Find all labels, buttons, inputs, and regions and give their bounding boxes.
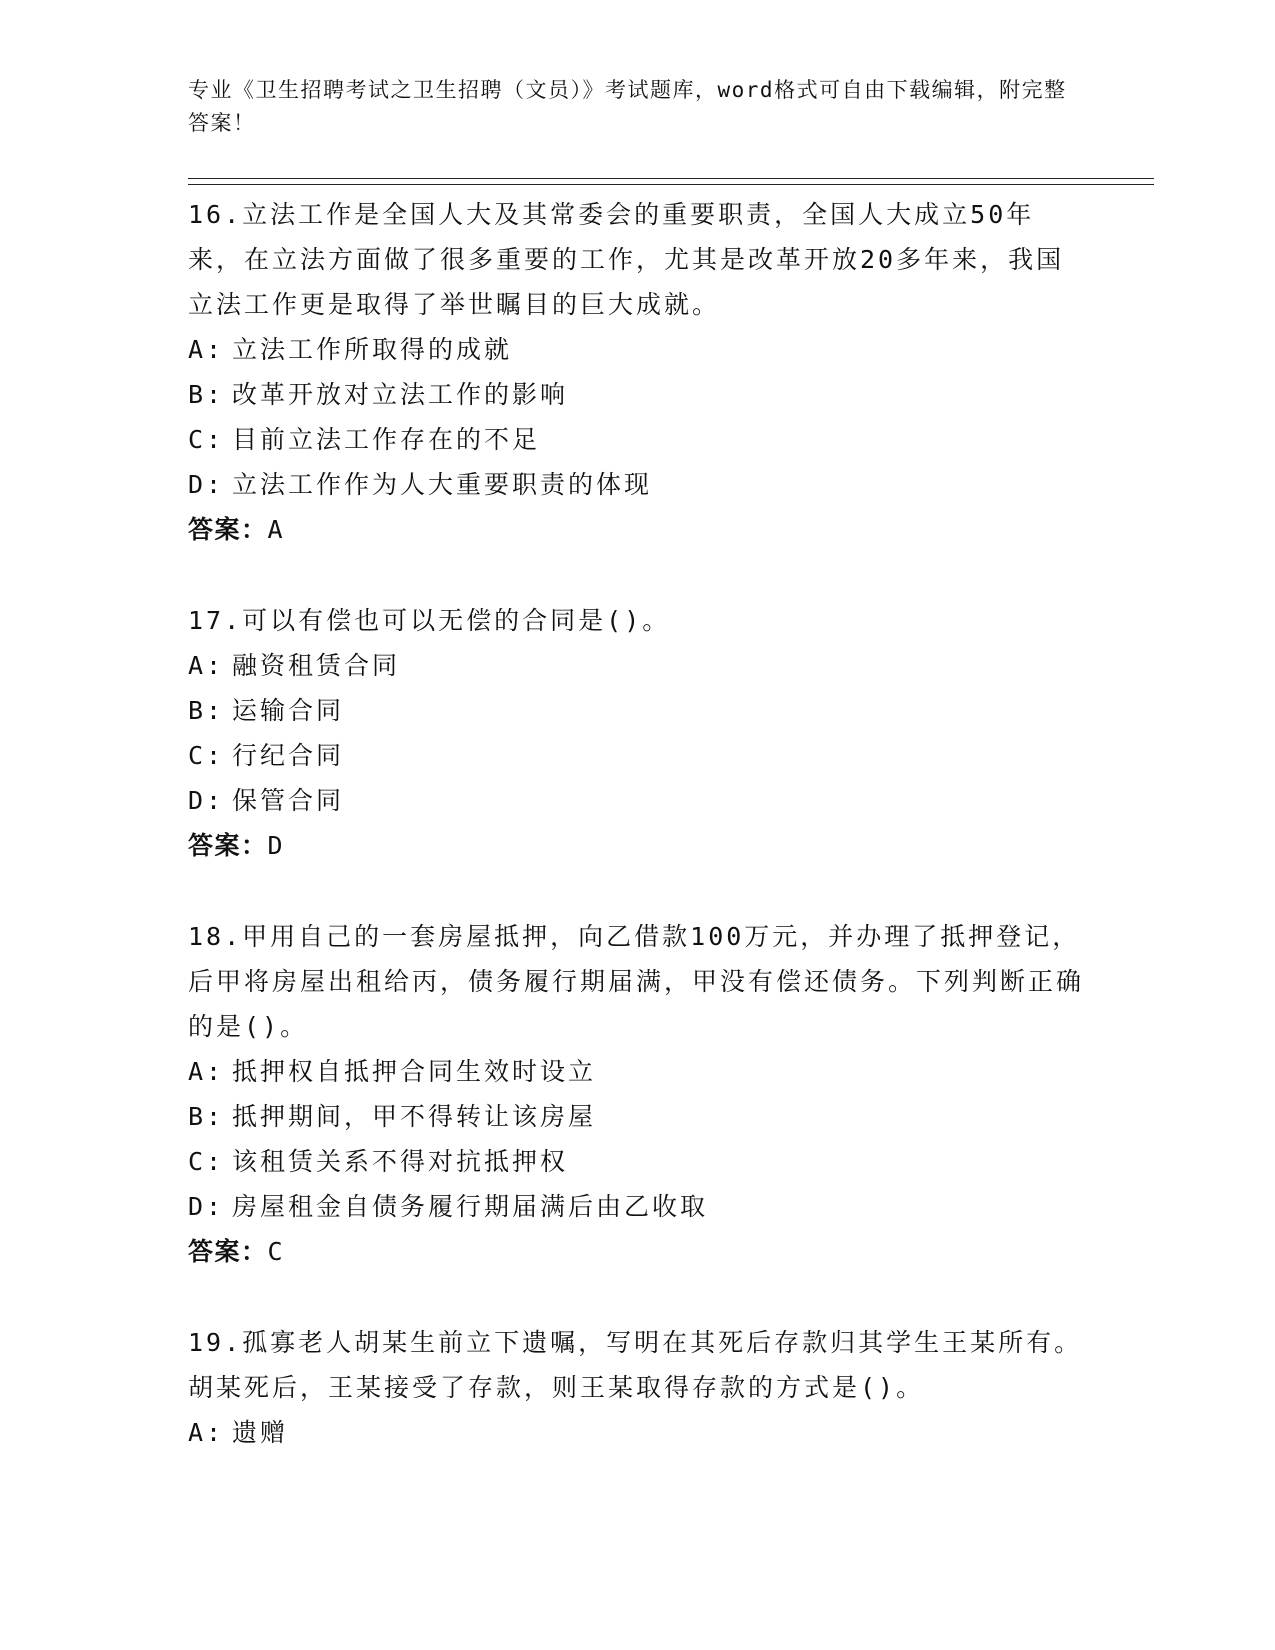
- option-key: A:: [188, 651, 225, 680]
- option-key: A:: [188, 1418, 225, 1447]
- option-key: D:: [188, 1192, 225, 1221]
- answer-value: A: [267, 515, 285, 544]
- option-a: [188, 1049, 1088, 1094]
- question-19: [188, 1320, 1088, 1455]
- option-d: [188, 778, 1088, 823]
- option-text: 房屋租金自债务履行期届满后由乙收取: [232, 1192, 709, 1221]
- option-key: D:: [188, 470, 225, 499]
- option-text: 行纪合同: [232, 741, 345, 770]
- question-16: [188, 192, 1088, 552]
- option-text: 改革开放对立法工作的影响: [232, 380, 569, 409]
- header-intro: 专业《卫生招聘考试之卫生招聘（文员）》考试题库，word格式可自由下载编辑，附完整答案！: [188, 78, 1067, 135]
- option-key: C:: [188, 425, 225, 454]
- option-key: A:: [188, 1057, 225, 1086]
- option-text: 运输合同: [232, 696, 345, 725]
- answer-line: [188, 1229, 1088, 1274]
- option-c: [188, 1139, 1088, 1184]
- option-key: C:: [188, 741, 225, 770]
- answer-value: D: [267, 831, 285, 860]
- option-text: 保管合同: [232, 786, 345, 815]
- option-d: [188, 1184, 1088, 1229]
- question-stem: 17.可以有偿也可以无偿的合同是()。: [188, 606, 671, 635]
- answer-line: [188, 507, 1088, 552]
- option-a: [188, 1410, 1088, 1455]
- option-key: A:: [188, 335, 225, 364]
- option-key: C:: [188, 1147, 225, 1176]
- option-b: [188, 1094, 1088, 1139]
- option-c: [188, 417, 1088, 462]
- answer-label: 答案：: [188, 831, 268, 860]
- option-b: [188, 688, 1088, 733]
- option-text: 目前立法工作存在的不足: [232, 425, 541, 454]
- option-text: 立法工作所取得的成就: [232, 335, 513, 364]
- answer-line: [188, 823, 1088, 868]
- option-text: 遗赠: [232, 1418, 289, 1447]
- option-text: 抵押权自抵押合同生效时设立: [232, 1057, 597, 1086]
- option-a: [188, 643, 1088, 688]
- question-stem: 19.孤寡老人胡某生前立下遗嘱，写明在其死后存款归其学生王某所有。胡某死后，王某接受了存款，则王某取得存款的方式是()。: [188, 1328, 1083, 1402]
- option-key: B:: [188, 1102, 225, 1131]
- option-key: B:: [188, 696, 225, 725]
- option-text: 该租赁关系不得对抗抵押权: [232, 1147, 569, 1176]
- question-stem: 18.甲用自己的一套房屋抵押，向乙借款100万元，并办理了抵押登记，后甲将房屋出租给丙，债务履行期届满，甲没有偿还债务。下列判断正确的是()。: [188, 922, 1085, 1041]
- option-text: 融资租赁合同: [232, 651, 401, 680]
- question-list: [188, 192, 1088, 1501]
- option-c: [188, 733, 1088, 778]
- option-text: 抵押期间，甲不得转让该房屋: [232, 1102, 597, 1131]
- option-key: B:: [188, 380, 225, 409]
- question-stem: 16.立法工作是全国人大及其常委会的重要职责，全国人大成立50年来，在立法方面做了很多重要的工作，尤其是改革开放20多年来，我国立法工作更是取得了举世瞩目的巨大成就。: [188, 200, 1065, 319]
- option-key: D:: [188, 786, 225, 815]
- option-d: [188, 462, 1088, 507]
- option-b: [188, 372, 1088, 417]
- header-rule-top: [188, 178, 1154, 179]
- answer-label: 答案：: [188, 1237, 268, 1266]
- answer-label: 答案：: [188, 515, 268, 544]
- header-rule-bottom: [188, 184, 1154, 185]
- answer-value: C: [267, 1237, 285, 1266]
- option-text: 立法工作作为人大重要职责的体现: [232, 470, 653, 499]
- question-17: [188, 598, 1088, 868]
- option-a: [188, 327, 1088, 372]
- question-18: [188, 914, 1088, 1274]
